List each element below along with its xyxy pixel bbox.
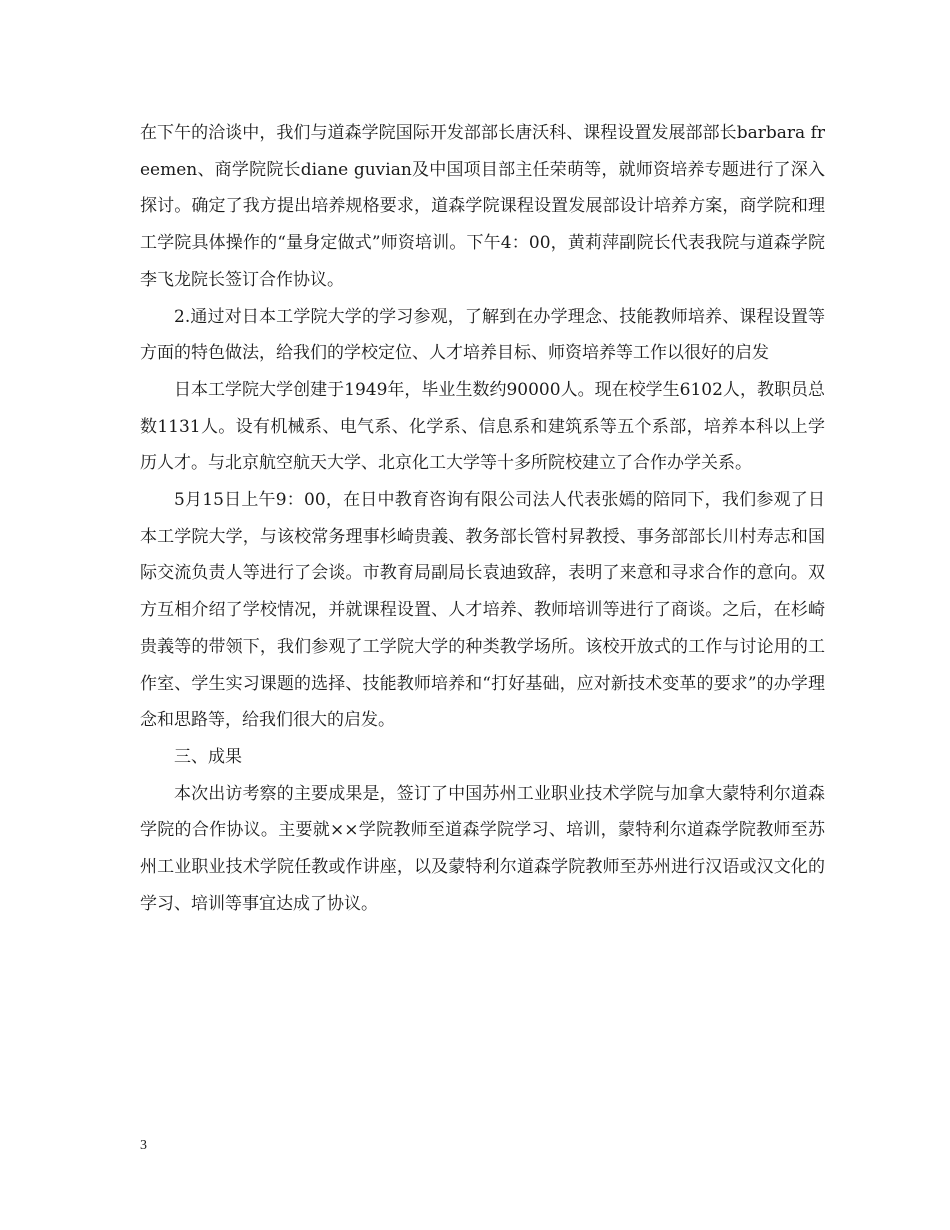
document-body — [140, 115, 825, 922]
paragraph-visit: 5月15日上午9：00，在日中教育咨询有限公司法人代表张嫣的陪同下，我们参观了日本工学院大学，与该校常务理事杉崎贵義、教务部长管村昇教授、事务部部长川村寿志和国际交流负责人等进行了会谈。市教育局副局长袁迪致辞，表明了来意和寻求合作的意向。双方互相介绍了学校情况，并就课程设置、人才培养、教师培训等进行了商谈。之后，在杉崎贵義等的带领下，我们参观了工学院大学的种类教学场所。该校开放式的工作与讨论用的工作室、学生实习课题的选择、技能教师培养和“打好基础，应对新技术变革的要求”的办学理念和思路等，给我们很大的启发。 — [140, 490, 825, 731]
paragraph-japan-heading: 2.通过对日本工学院大学的学习参观，了解到在办学理念、技能教师培养、课程设置等方面的特色做法，给我们的学校定位、人才培养目标、师资培养等工作以很好的启发 — [140, 306, 825, 364]
page-number: 3 — [140, 1138, 147, 1153]
paragraph-negotiation: 在下午的洽谈中，我们与道森学院国际开发部部长唐沃科、课程设置发展部部长barbara freemen、商学院院长diane guvian及中国项目部主任荣萌等，就师资培养专题进行了深入探讨。确定了我方提出培养规格要求，道森学院课程设置发展部设计培养方案，商学院和理工学院具体操作的“量身定做式”师资培训。下午4：00，黄莉萍副院长代表我院与道森学院李飞龙院长签订合作协议。 — [140, 123, 825, 290]
paragraph-results: 本次出访考察的主要成果是，签订了中国苏州工业职业技术学院与加拿大蒙特利尔道森学院的合作协议。主要就××学院教师至道森学院学习、培训，蒙特利尔道森学院教师至苏州工业职业技术学院任教或作讲座，以及蒙特利尔道森学院教师至苏州进行汉语或汉文化的学习、培训等事宜达成了协议。 — [140, 783, 825, 914]
section-heading-results: 三、成果 — [174, 746, 242, 767]
paragraph-japan-intro: 日本工学院大学创建于1949年，毕业生数约90000人。现在校学生6102人，教职员总数1131人。设有机械系、电气系、化学系、信息系和建筑系等五个系部，培养本科以上学历人才。与北京航空航天大学、北京化工大学等十多所院校建立了合作办学关系。 — [140, 379, 825, 474]
